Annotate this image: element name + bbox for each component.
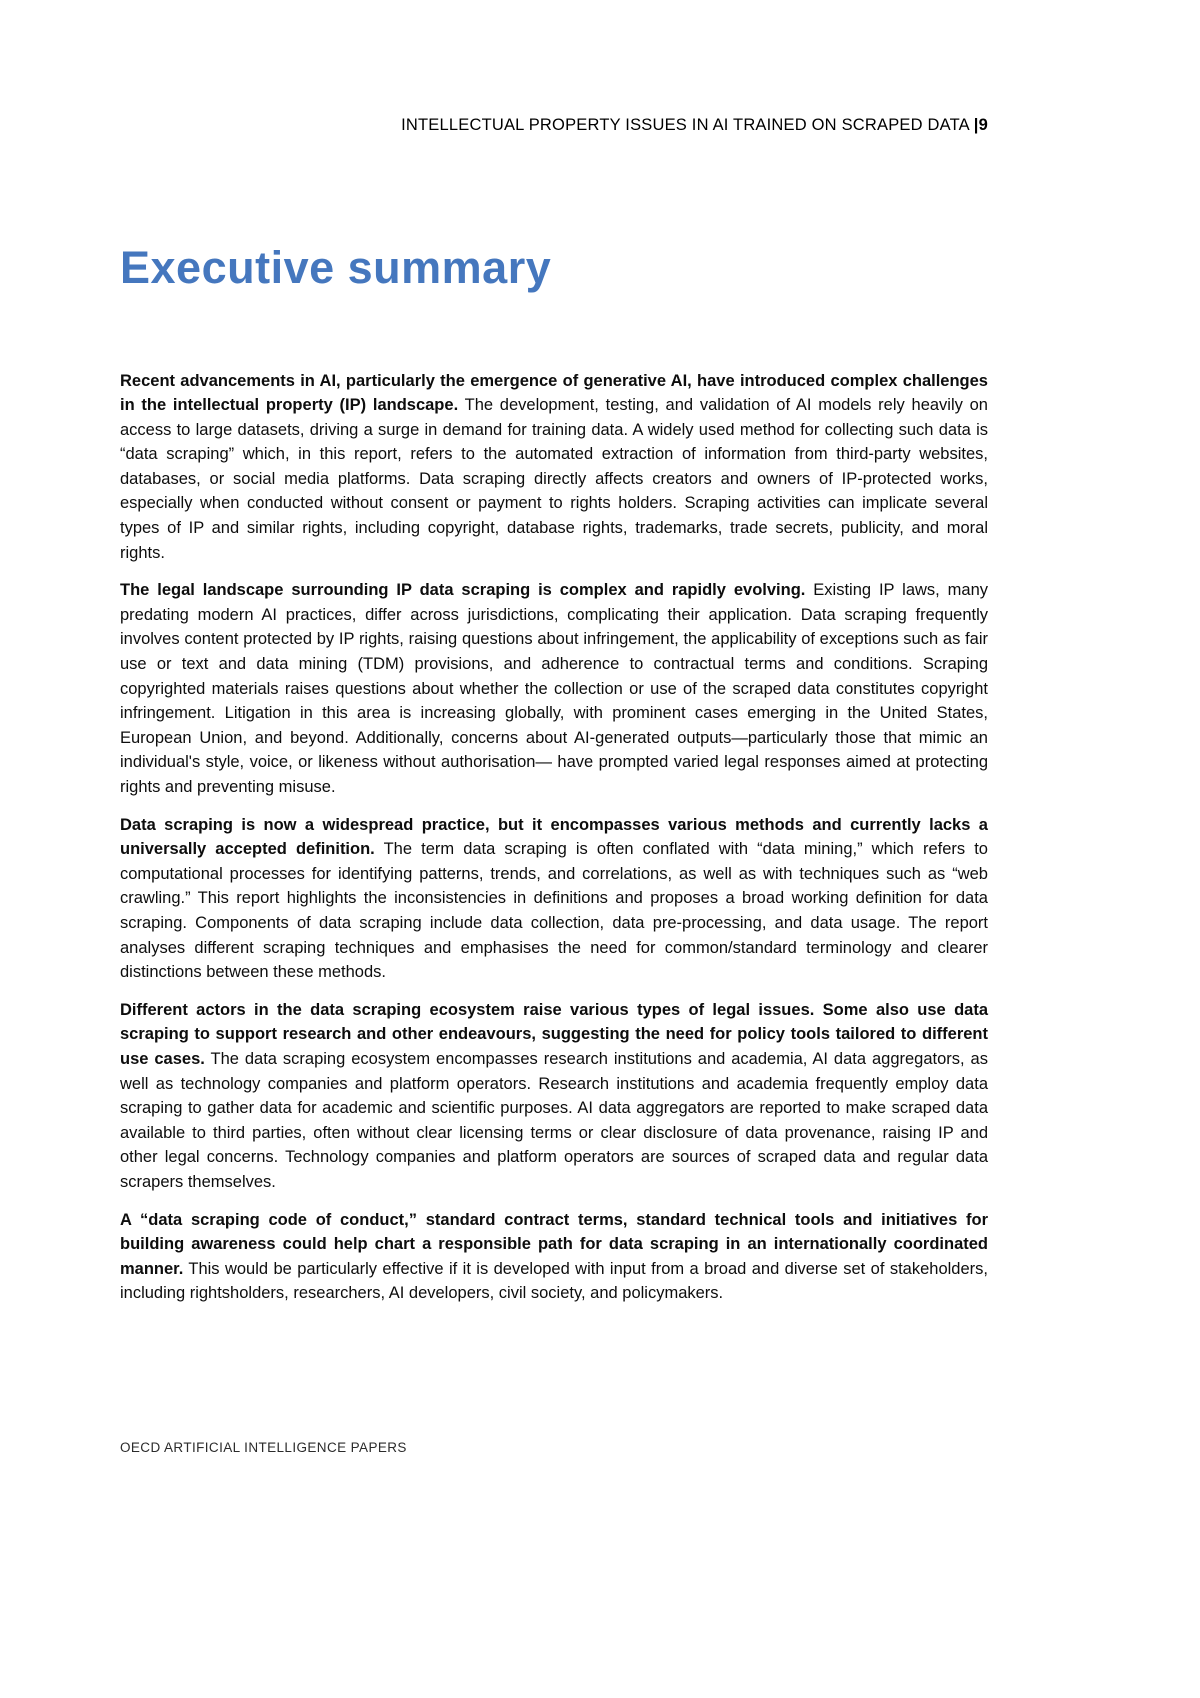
paragraph-5 <box>120 1208 988 1306</box>
paragraph-4-body: The data scraping ecosystem encompasses research institutions and academia, AI data aggregators, as well as technology companies and platform operators. Research institutions and academia frequently employ data scraping to gather data for academic and scientific purposes. AI data aggregators are reported to make scraped data available to third parties, often without clear licensing terms or clear disclosure of data provenance, raising IP and other legal concerns. Technology companies and platform operators are sources of scraped data and regular data scrapers themselves. <box>120 1049 988 1191</box>
paragraph-3-body: The term data scraping is often conflated with “data mining,” which refers to computational processes for identifying patterns, trends, and correlations, as well as with techniques such as “web crawling.” This report highlights the inconsistencies in definitions and proposes a broad working definition for data scraping. Components of data scraping include data collection, data pre-processing, and data usage. The report analyses different scraping techniques and emphasises the need for common/standard terminology and clearer distinctions between these methods. <box>120 840 988 982</box>
paragraph-3-lead: Data scraping is now a widespread practice, but it encompasses various methods and currently lacks a universally accepted definition. <box>120 815 988 859</box>
paragraph-5-lead: A “data scraping code of conduct,” standard contract terms, standard technical tools and initiatives for building awareness could help chart a responsible path for data scraping in an internationally coordinated manner. <box>120 1210 988 1278</box>
paragraph-2-lead: The legal landscape surrounding IP data scraping is complex and rapidly evolving. <box>120 581 806 600</box>
page-title: Executive summary <box>120 242 552 293</box>
paragraph-1-body: The development, testing, and validation of AI models rely heavily on access to large datasets, driving a surge in demand for training data. A widely used method for collecting such data is “data scraping” which, in this report, refers to the automated extraction of information from third-party websites, databases, or social media platforms. Data scraping directly affects creators and owners of IP-protected works, especially when conducted without consent or payment to rights holders. Scraping activities can implicate several types of IP and similar rights, including copyright, database rights, trademarks, trade secrets, publicity, and moral rights. <box>120 396 988 562</box>
paragraph-4-lead: Different actors in the data scraping ecosystem raise various types of legal issues. Some also use data scraping to support research and other endeavours, suggesting the need for policy tools tailored to different use cases. <box>120 1000 988 1068</box>
paragraph-2 <box>120 578 988 799</box>
page-content <box>120 0 988 1319</box>
paragraph-1 <box>120 369 988 566</box>
page-number-value: 9 <box>978 116 988 134</box>
running-title: INTELLECTUAL PROPERTY ISSUES IN AI TRAINED ON SCRAPED DATA <box>401 116 969 134</box>
page-footer: OECD ARTIFICIAL INTELLIGENCE PAPERS <box>120 1440 407 1455</box>
body-text <box>120 369 988 1306</box>
paragraph-2-body: Existing IP laws, many predating modern AI practices, differ across jurisdictions, complicating their application. Data scraping frequently involves content protected by IP rights, raising questions about infringement, the applicability of exceptions such as fair use or text and data mining (TDM) provisions, and adherence to contractual terms and conditions. Scraping copyrighted materials raises questions about whether the collection or use of the scraped data constitutes copyright infringement. Litigation in this area is increasing globally, with prominent cases emerging in the United States, European Union, and beyond. Additionally, concerns about AI-generated outputs—particularly those that mimic an individual's style, voice, or likeness without authorisation— have prompted varied legal responses aimed at protecting rights and preventing misuse. <box>120 581 988 796</box>
page-number-separator: | <box>973 116 979 134</box>
paragraph-1-lead: Recent advancements in AI, particularly the emergence of generative AI, have introduced complex challenges in the intellectual property (IP) landscape. <box>120 371 988 415</box>
paragraph-3 <box>120 813 988 985</box>
paragraph-4 <box>120 998 988 1195</box>
paragraph-5-body: This would be particularly effective if it is developed with input from a broad and diverse set of stakeholders, including rightsholders, researchers, AI developers, civil society, and policymakers. <box>120 1259 988 1303</box>
